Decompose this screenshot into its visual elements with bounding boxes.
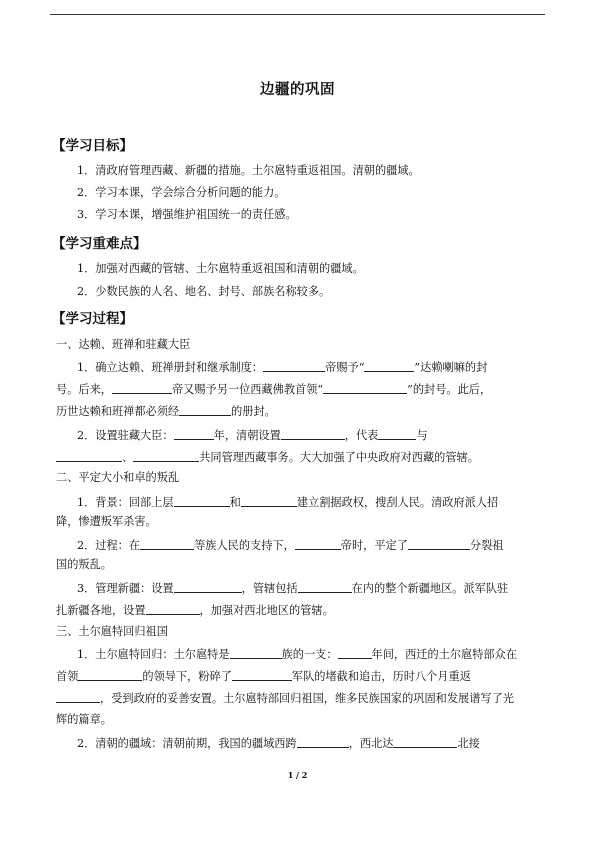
fill-blank[interactable] xyxy=(338,646,372,659)
paragraph-line: 1．确立达赖、班禅册封和继承制度： 帝赐予“ ”达赖喇嘛的封 xyxy=(77,361,488,374)
paragraph-line: 3．管理新疆：设置 ，管辖包括 在内的整个新疆地区。派军队驻 xyxy=(77,582,509,595)
paragraph-line: 国的叛乱。 xyxy=(56,558,112,571)
paragraph-line: 1．土尔扈特回归：土尔扈特是 族的一支： 年间，西迁的土尔扈特部众在 xyxy=(77,648,517,661)
fill-blank[interactable] xyxy=(364,359,414,372)
key-point-item: 2．少数民族的人名、地名、封号、部族名称较多。 xyxy=(77,285,331,298)
paragraph-line: 号。后来， 帝又赐予另一位西藏佛教首领“ ”的封号。此后， xyxy=(56,383,492,396)
paragraph-line: 2．过程：在 等族人民的支持下， 帝时，平定了 分裂祖 xyxy=(77,539,504,552)
page-number: 1 / 2 xyxy=(287,770,308,780)
goal-item: 3．学习本课，增强维护祖国统一的责任感。 xyxy=(77,208,297,221)
header-rule xyxy=(50,14,545,15)
fill-blank[interactable] xyxy=(146,602,200,615)
fill-blank[interactable] xyxy=(140,537,194,550)
subsection-heading: 一、达赖、班禅和驻藏大臣 xyxy=(56,338,191,351)
fill-blank[interactable] xyxy=(56,690,100,703)
fill-blank[interactable] xyxy=(298,580,352,593)
page-title: 边疆的巩固 xyxy=(260,81,335,98)
paragraph-line: 1．背景：回部上层 和 建立割据政权，搜刮人民。清政府派人招 xyxy=(77,496,499,509)
paragraph-line: 、 共同管理西藏事务。大大加强了中央政府对西藏的管辖。 xyxy=(56,449,539,466)
fill-blank[interactable] xyxy=(408,537,470,550)
fill-blank[interactable] xyxy=(174,427,214,440)
fill-blank[interactable] xyxy=(174,494,230,507)
subsection-heading: 二、平定大小和卓的叛乱 xyxy=(56,471,180,484)
paragraph-line: 扎新疆各地，设置 ，加强对西北地区的管辖。 xyxy=(56,604,334,617)
fill-blank[interactable] xyxy=(295,537,341,550)
fill-blank[interactable] xyxy=(133,449,199,462)
fill-blank[interactable] xyxy=(281,427,345,440)
fill-blank[interactable] xyxy=(241,494,297,507)
section-heading-goals: 【学习目标】 xyxy=(52,138,133,154)
fill-blank[interactable] xyxy=(174,580,242,593)
section-heading-key-points: 【学习重难点】 xyxy=(52,236,147,252)
paragraph-line: 2．清朝的疆域：清朝前期，我国的疆域西跨 ，西北达 北接 xyxy=(77,737,480,750)
fill-blank[interactable] xyxy=(393,735,457,748)
fill-blank[interactable] xyxy=(230,646,282,659)
goal-item: 1．清政府管理西藏、新疆的措施。土尔扈特重返祖国。清朝的疆域。 xyxy=(77,164,420,177)
fill-blank[interactable] xyxy=(297,735,349,748)
fill-blank[interactable] xyxy=(56,449,122,462)
key-point-item: 1．加强对西藏的管辖、土尔扈特重返祖国和清朝的疆域。 xyxy=(77,262,364,275)
fill-blank[interactable] xyxy=(112,381,172,394)
paragraph-line: ，受到政府的妥善安置。土尔扈特部回归祖国，维多民族国家的巩固和发展谱写了光 xyxy=(56,690,539,707)
subsection-heading: 三、土尔扈特回归祖国 xyxy=(56,625,168,638)
paragraph-line: 降，惨遭叛军杀害。 xyxy=(56,515,157,528)
goal-item: 2．学习本课，学会综合分析问题的能力。 xyxy=(77,186,286,199)
fill-blank[interactable] xyxy=(232,668,292,681)
paragraph-line: 2．设置驻藏大臣： 年，清朝设置 ，代表 与 xyxy=(77,429,428,442)
fill-blank[interactable] xyxy=(323,381,407,394)
paragraph-line: 首领 的领导下，粉碎了 军队的堵截和追击，历时八个月重返 xyxy=(56,670,471,683)
fill-blank[interactable] xyxy=(263,359,325,372)
section-heading-process: 【学习过程】 xyxy=(52,311,133,327)
paragraph-line: 辉的篇章。 xyxy=(56,713,112,726)
fill-blank[interactable] xyxy=(179,403,231,416)
fill-blank[interactable] xyxy=(378,427,416,440)
paragraph-line: 历世达赖和班禅都必须经 的册封。 xyxy=(56,405,276,418)
fill-blank[interactable] xyxy=(78,668,142,681)
